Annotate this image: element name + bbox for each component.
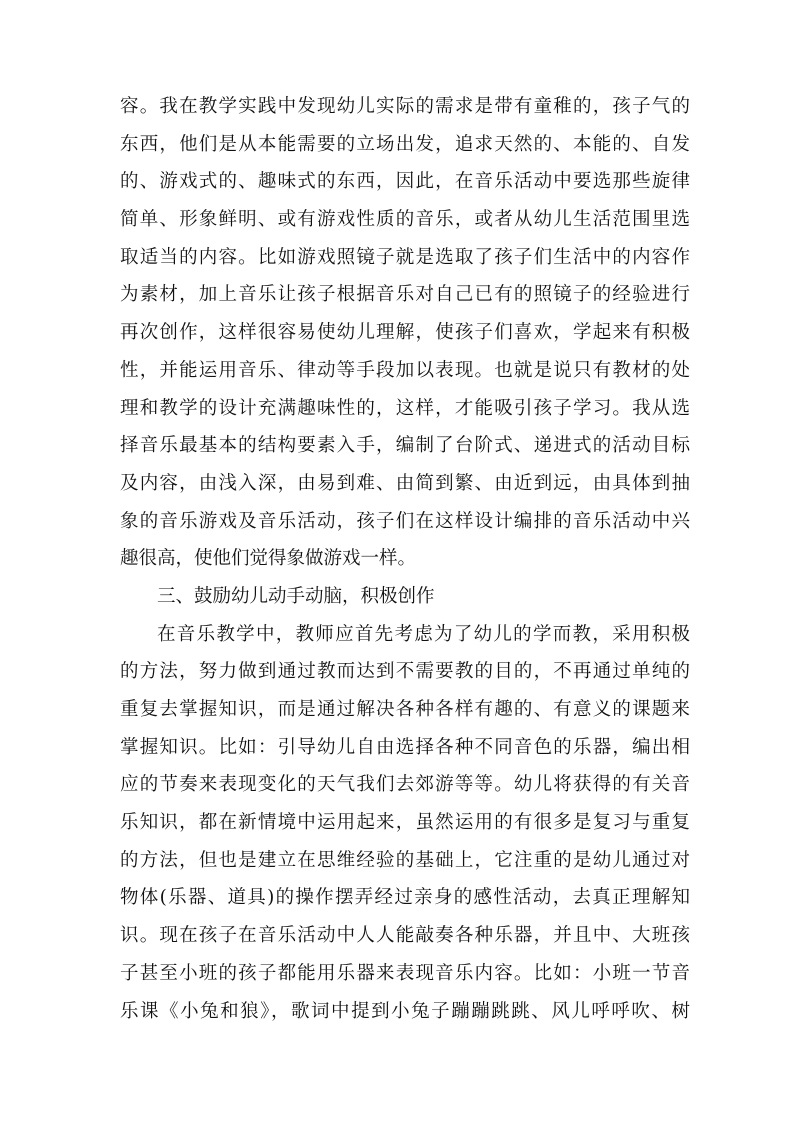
body-line: 再次创作，这样很容易使幼儿理解，使孩子们喜欢，学起来有积极 (120, 322, 690, 344)
section-heading: 三、鼓励幼儿动手动脑，积极创作 (157, 585, 435, 607)
body-line: 掌握知识。比如：引导幼儿自由选择各种不同音色的乐器，编出相 (120, 736, 690, 758)
body-line: 的方法，但也是建立在思维经验的基础上，它注重的是幼儿通过对 (120, 849, 690, 871)
body-line: 东西，他们是从本能需要的立场出发，追求天然的、本能的、自发 (120, 133, 690, 155)
body-line: 的方法，努力做到通过教而达到不需要教的目的，不再通过单纯的 (120, 661, 690, 683)
body-line: 简单、形象鲜明、或有游戏性质的音乐，或者从幼儿生活范围里选 (120, 209, 690, 231)
body-line: 性，并能运用音乐、律动等手段加以表现。也就是说只有教材的处 (120, 359, 690, 381)
body-line: 子甚至小班的孩子都能用乐器来表现音乐内容。比如：小班一节音 (120, 962, 690, 984)
body-line: 重复去掌握知识，而是通过解决各种各样有趣的、有意义的课题来 (120, 699, 690, 720)
body-line: 为素材，加上音乐让孩子根据音乐对自己已有的照镜子的经验进行 (120, 284, 690, 306)
body-line: 择音乐最基本的结构要素入手，编制了台阶式、递进式的活动目标 (120, 435, 690, 457)
body-line: 容。我在教学实践中发现幼儿实际的需求是带有童稚的，孩子气的 (120, 96, 690, 117)
body-line: 的、游戏式的、趣味式的东西，因此，在音乐活动中要选那些旋律 (120, 171, 690, 193)
body-line: 及内容，由浅入深，由易到难、由简到繁、由近到远，由具体到抽 (120, 472, 690, 494)
body-line: 应的节奏来表现变化的天气我们去郊游等等。幼儿将获得的有关音 (120, 774, 690, 796)
body-line: 识。现在孩子在音乐活动中人人能敲奏各种乐器，并且中、大班孩 (120, 925, 690, 947)
body-line: 物体(乐器、道具)的操作摆弄经过亲身的感性活动，去真正理解知 (120, 887, 690, 909)
paragraph-first-line: 在音乐教学中，教师应首先考虑为了幼儿的学而教，采用积极 (157, 623, 690, 645)
document-body (120, 88, 690, 1030)
paragraph-end-line: 趣很高，使他们觉得象做游戏一样。 (120, 548, 417, 570)
body-line: 取适当的内容。比如游戏照镜子就是选取了孩子们生活中的内容作 (120, 246, 690, 268)
body-line: 乐知识，都在新情境中运用起来，虽然运用的有很多是复习与重复 (120, 812, 690, 834)
body-line: 理和教学的设计充满趣味性的，这样，才能吸引孩子学习。我从选 (120, 397, 690, 419)
body-line: 象的音乐游戏及音乐活动，孩子们在这样设计编排的音乐活动中兴 (120, 510, 690, 532)
body-line: 乐课《小兔和狼》，歌词中提到小兔子蹦蹦跳跳、风儿呼呼吹、树 (120, 1000, 690, 1022)
